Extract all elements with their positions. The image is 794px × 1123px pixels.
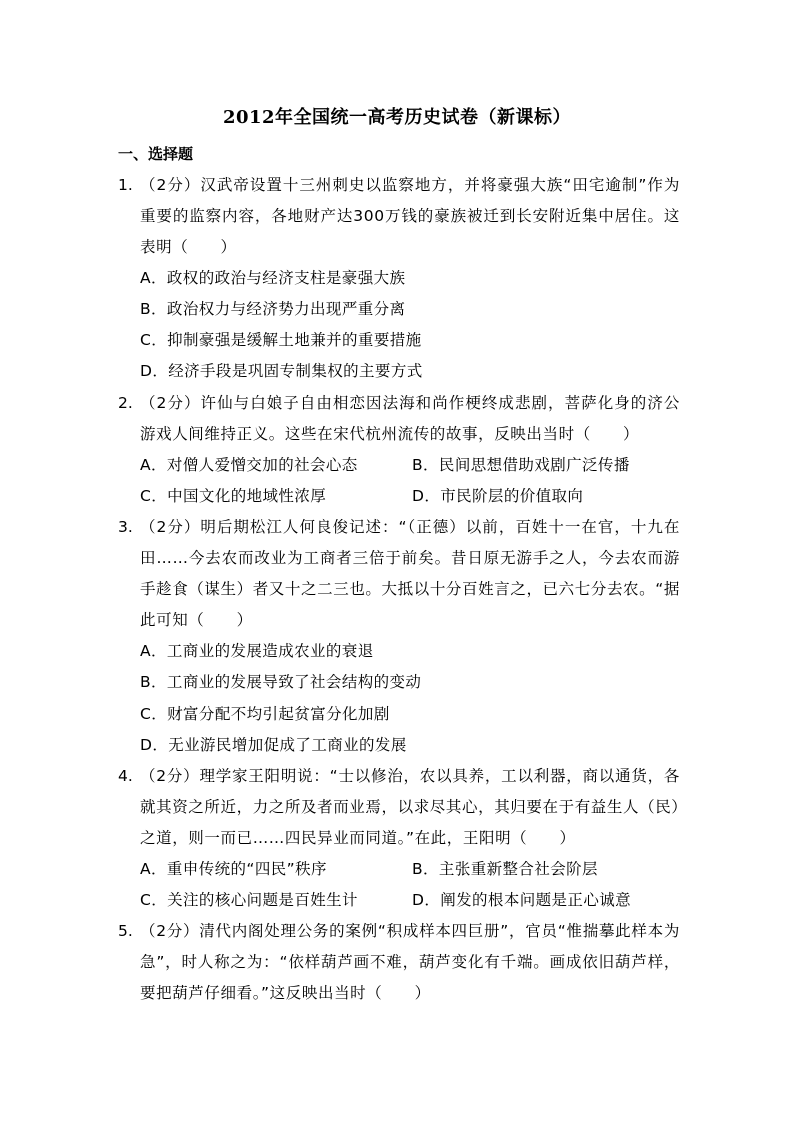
question-text-line: （2分）明后期松江人何良俊记述：“（正德）以前，百姓十一在官，十九在 [140, 518, 680, 536]
question-text-line: 急”，时人称之为：“依样葫芦画不难，葫芦变化有千端。画成依旧葫芦样， [140, 953, 680, 971]
option-d: D．阐发的根本问题是正心诚意 [412, 891, 632, 909]
option-a: A．重申传统的“四民”秩序 [140, 860, 327, 878]
option-b: B．工商业的发展导致了社会结构的变动 [140, 673, 422, 691]
question-text-line: 手趁食（谋生）者又十之二三也。大抵以十分百姓言之，已六七分去农。“据 [140, 580, 680, 598]
question-text-line: （2分）许仙与白娘子自由相恋因法海和尚作梗终成悲剧，菩萨化身的济公 [140, 394, 680, 412]
question-number: 2. [118, 394, 133, 412]
question-number: 3. [118, 518, 133, 536]
question-text-line: 重要的监察内容，各地财产达300万钱的豪族被迁到长安附近集中居住。这 [140, 207, 680, 225]
option-b: B．政治权力与经济势力出现严重分离 [140, 300, 406, 318]
question-text-line: 田……今去农而改业为工商者三倍于前矣。昔日原无游手之人，今去农而游 [140, 549, 680, 567]
option-c: C．中国文化的地域性浓厚 [140, 487, 327, 505]
option-b: B．主张重新整合社会阶层 [412, 860, 598, 878]
question-text-line: 就其资之所近，力之所及者而业焉，以求尽其心，其归要在于有益生人（民） [140, 798, 688, 816]
section-heading: 一、选择题 [118, 145, 194, 163]
question-text-line: （2分）理学家王阳明说：“士以修治，农以具养，工以利器，商以通货，各 [140, 767, 680, 785]
option-d: D．无业游民增加促成了工商业的发展 [140, 736, 407, 754]
option-c: C．财富分配不均引起贫富分化加剧 [140, 705, 390, 723]
question-text-line: 游戏人间维持正义。这些在宋代杭州流传的故事，反映出当时（ ） [140, 425, 640, 443]
option-b: B．民间思想借助戏剧广泛传播 [412, 456, 630, 474]
question-text-line: 表明（ ） [140, 238, 237, 256]
option-c: C．关注的核心问题是百姓生计 [140, 891, 358, 909]
question-text-line: 要把葫芦仔细看。”这反映出当时（ ） [140, 984, 431, 1002]
question-number: 1. [118, 176, 133, 194]
option-d: D．市民阶层的价值取向 [412, 487, 584, 505]
page-title: 2012年全国统一高考历史试卷（新课标） [222, 107, 572, 128]
option-a: A．工商业的发展造成农业的衰退 [140, 642, 374, 660]
option-a: A．政权的政治与经济支柱是豪强大族 [140, 269, 406, 287]
question-text-line: （2分）清代内阁处理公务的案例“积成样本四巨册”，官员“惟揣摹此样本为 [140, 922, 680, 940]
option-c: C．抑制豪强是缓解土地兼并的重要措施 [140, 331, 422, 349]
question-text-line: 之道，则一而已……四民异业而同道。”在此，王阳明（ ） [140, 829, 576, 847]
question-text-line: （2分）汉武帝设置十三州刺史以监察地方，并将豪强大族“田宅逾制”作为 [140, 176, 680, 194]
option-d: D．经济手段是巩固专制集权的主要方式 [140, 362, 423, 380]
question-number: 4. [118, 767, 133, 785]
option-a: A．对僧人爱憎交加的社会心态 [140, 456, 358, 474]
question-text-line: 此可知（ ） [140, 611, 253, 629]
question-number: 5. [118, 922, 133, 940]
